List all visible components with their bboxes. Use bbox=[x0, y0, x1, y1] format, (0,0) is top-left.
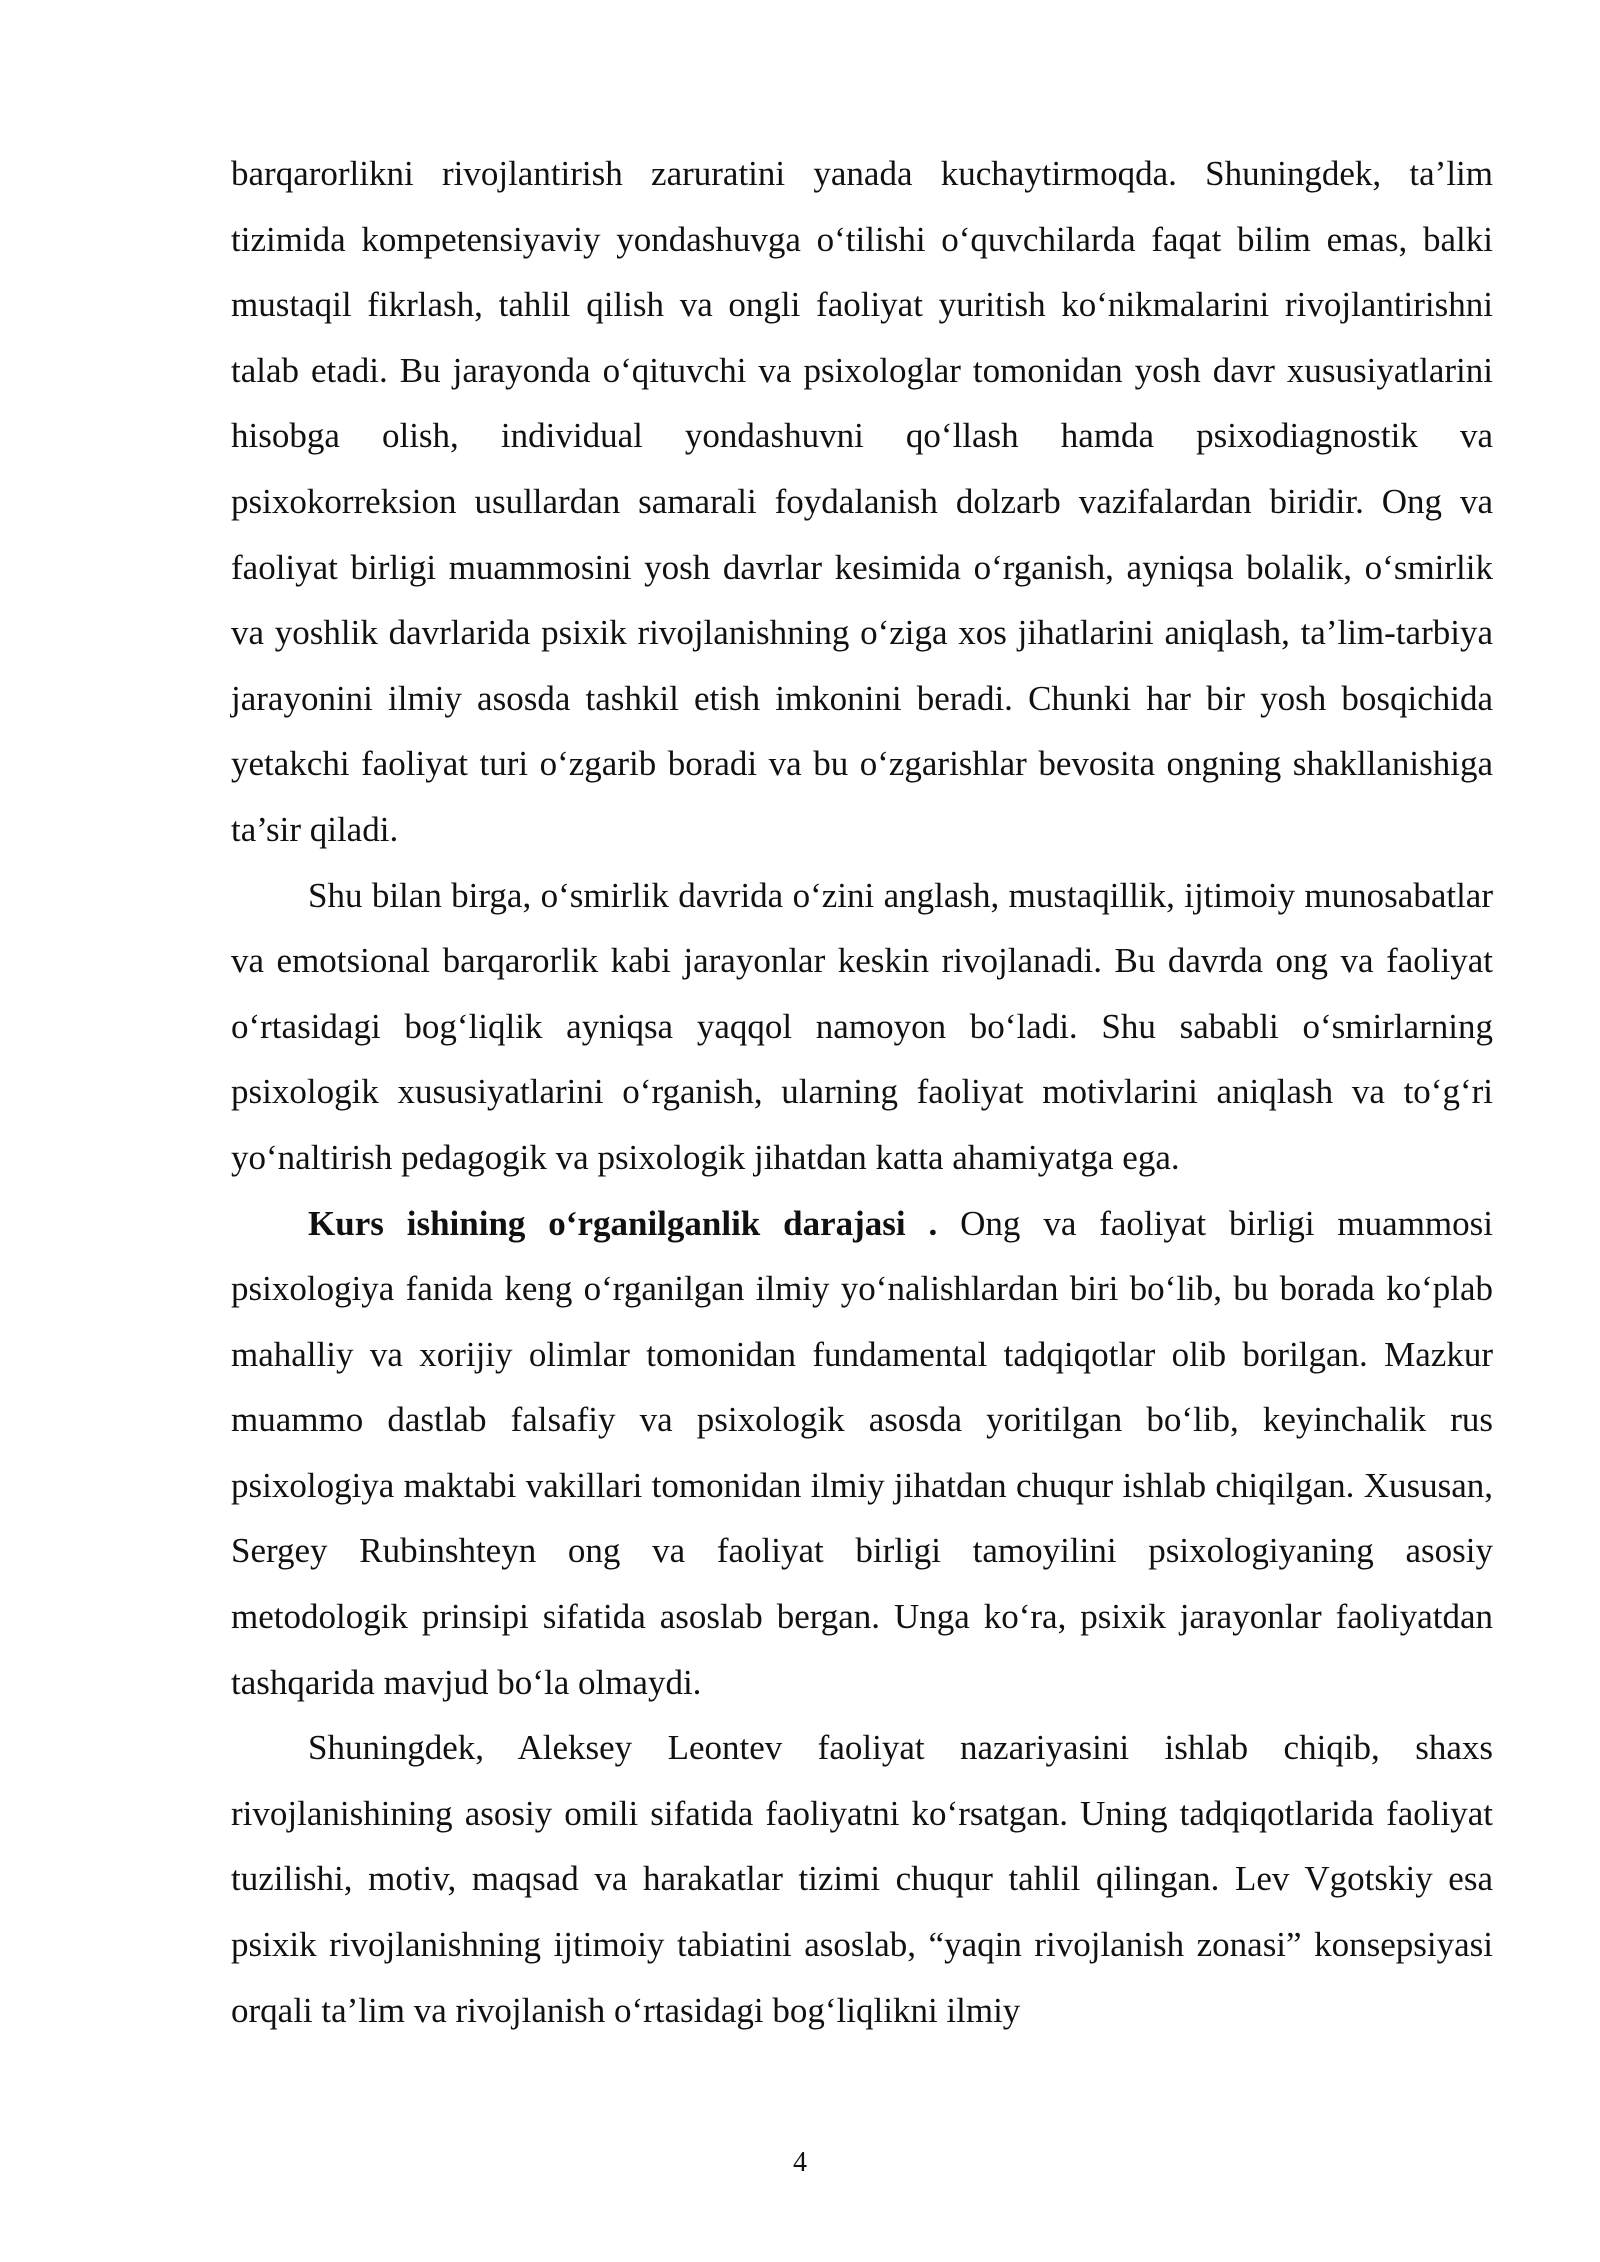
paragraph-1 bbox=[231, 141, 1493, 863]
paragraph-3-text: Ong va faoliyat birligi muammosi psixologiya fanida keng o‘rganilgan ilmiy yo‘nalishlardan biri bo‘lib, bu borada ko‘plab mahalliy va xorijiy olimlar tomonidan fundamental tadqiqotlar olib borilgan. Mazkur muammo dastlab falsafiy va psixologik asosda yoritilgan bo‘lib, keyinchalik rus psixologiya maktabi vakillari tomonidan ilmiy jihatdan chuqur ishlab chiqilgan. Xususan, Sergey Rubinshteyn ong va faoliyat birligi tamoyilini psixologiyaning asosiy metodologik prinsipi sifatida asoslab bergan. Unga ko‘ra, psixik jarayonlar faoliyatdan tashqarida mavjud bo‘la olmaydi. bbox=[231, 1203, 1493, 1702]
section-heading-inline: Kurs ishining o‘rganilganlik darajasi . bbox=[308, 1203, 938, 1243]
page-number: 4 bbox=[793, 2147, 807, 2178]
paragraph-2 bbox=[231, 863, 1493, 1191]
paragraph-1-text: barqarorlikni rivojlantirish zaruratini yanada kuchaytirmoqda. Shuningdek, ta’lim tizimida kompetensiyaviy yondashuvga o‘tilishi o‘quvchilarda faqat bilim emas, balki mustaqil fikrlash, tahlil qilish va ongli faoliyat yuritish ko‘nikmalarini rivojlantirishni talab etadi. Bu jarayonda o‘qituvchi va psixologlar tomonidan yosh davr xususiyatlarini hisobga olish, individual yondashuvni qo‘llash hamda psixodiagnostik va psixokorreksion usullardan samarali foydalanish dolzarb vazifalardan biridir. Ong va faoliyat birligi muammosini yosh davrlar kesimida o‘rganish, ayniqsa bolalik, o‘smirlik va yoshlik davrlarida psixik rivojlanishning o‘ziga xos jihatlarini aniqlash, ta’lim-tarbiya jarayonini ilmiy asosda tashkil etish imkonini beradi. Chunki har bir yosh bosqichida yetakchi faoliyat turi o‘zgarib boradi va bu o‘zgarishlar bevosita ongning shakllanishiga ta’sir qiladi. bbox=[231, 154, 1493, 849]
paragraph-4-text: Shuningdek, Aleksey Leontev faoliyat nazariyasini ishlab chiqib, shaxs rivojlanishining asosiy omili sifatida faoliyatni ko‘rsatgan. Uning tadqiqotlarida faoliyat tuzilishi, motiv, maqsad va harakatlar tizimi chuqur tahlil qilingan. Lev Vgotskiy esa psixik rivojlanishning ijtimoiy tabiatini asoslab, “yaqin rivojlanish zonasi” konsepsiyasi orqali ta’lim va rivojlanish o‘rtasidagi bog‘liqlikni ilmiy bbox=[231, 1728, 1493, 2030]
paragraph-3 bbox=[231, 1191, 1493, 1716]
paragraph-2-text: Shu bilan birga, o‘smirlik davrida o‘zini anglash, mustaqillik, ijtimoiy munosabatlar va emotsional barqarorlik kabi jarayonlar keskin rivojlanadi. Bu davrda ong va faoliyat o‘rtasidagi bog‘liqlik ayniqsa yaqqol namoyon bo‘ladi. Shu sababli o‘smirlarning psixologik xususiyatlarini o‘rganish, ularning faoliyat motivlarini aniqlash va to‘g‘ri yo‘naltirish pedagogik va psixologik jihatdan katta ahamiyatga ega. bbox=[231, 875, 1493, 1177]
page-body bbox=[231, 141, 1493, 2043]
paragraph-4 bbox=[231, 1715, 1493, 2043]
